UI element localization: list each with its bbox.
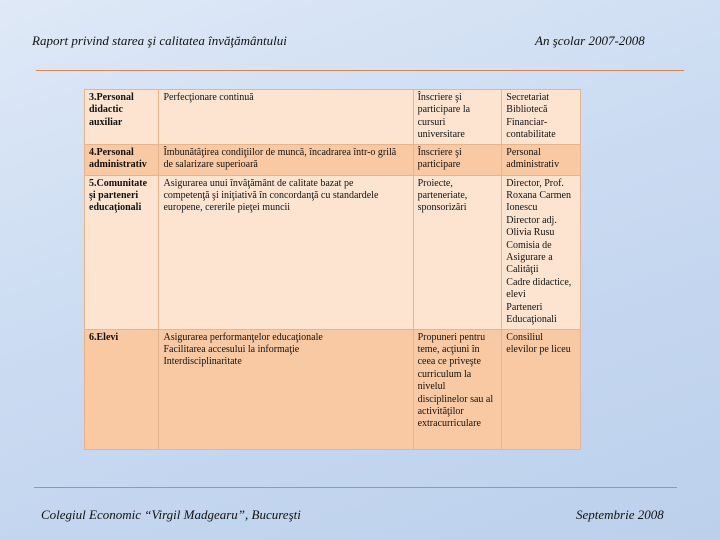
cell-line: Cadre didactice, bbox=[506, 276, 572, 288]
cell-line: Consiliul bbox=[506, 331, 543, 343]
table-cell-c1 bbox=[85, 144, 159, 175]
cell-line: Înscriere şi bbox=[417, 92, 462, 103]
cell-line: 3.Personal bbox=[89, 92, 134, 103]
table-row bbox=[85, 90, 581, 145]
cell-line: europene, cererile pieţei muncii bbox=[163, 202, 291, 214]
cell-line: participare la bbox=[417, 104, 471, 116]
table-cell-c3 bbox=[413, 175, 502, 329]
cell-line: Proiecte, bbox=[417, 177, 453, 189]
cell-line: Roxana Carmen bbox=[506, 190, 571, 202]
cell-line: educaţionali bbox=[89, 202, 142, 214]
cell-line: Îmbunătăţirea condiţiilor de muncă, încadrarea într-o grilă bbox=[163, 146, 397, 158]
cell-line: elevilor pe liceu bbox=[506, 343, 571, 355]
cell-line: curriculum la bbox=[417, 368, 472, 380]
cell-line: Olivia Rusu bbox=[506, 227, 555, 239]
report-date: Septembrie 2008 bbox=[576, 507, 664, 522]
school-name: Colegiul Economic “Virgil Madgearu”, Bucureşti bbox=[41, 507, 301, 522]
cell-line: Educaţionali bbox=[506, 314, 557, 326]
cell-line: ceea ce priveşte bbox=[417, 356, 481, 368]
cell-line: Director adj. bbox=[506, 214, 557, 226]
header-divider bbox=[36, 70, 684, 71]
table-cell-c4 bbox=[502, 329, 581, 449]
table-cell-c4 bbox=[502, 144, 581, 175]
table-row bbox=[85, 144, 581, 175]
cell-line: Perfecţionare continuă bbox=[163, 92, 254, 103]
cell-line: 4.Personal bbox=[89, 146, 134, 158]
cell-line: competenţă şi iniţiativă în concordanţă cu standardele bbox=[163, 190, 379, 202]
cell-line: şi parteneri bbox=[89, 190, 139, 202]
cell-line: sponsorizări bbox=[417, 202, 467, 214]
cell-line: Propuneri pentru bbox=[417, 331, 486, 343]
table-cell-c3 bbox=[413, 90, 502, 145]
cell-line: auxiliar bbox=[89, 116, 123, 128]
table-cell-c4 bbox=[502, 175, 581, 329]
table-cell-c1 bbox=[85, 329, 159, 449]
table-cell-c3 bbox=[413, 329, 502, 449]
cell-line: nivelul bbox=[417, 381, 446, 393]
cell-line: Ionescu bbox=[506, 202, 538, 214]
cell-line: parteneriate, bbox=[417, 190, 468, 202]
cell-line: Asigurarea unui învăţământ de calitate bazat pe bbox=[163, 177, 354, 189]
cell-line: elevi bbox=[506, 289, 526, 301]
cell-line: cursuri bbox=[417, 116, 446, 128]
cell-line: Comisia de bbox=[506, 239, 552, 251]
cell-line: Secretariat bbox=[506, 92, 550, 103]
cell-line: participare bbox=[417, 159, 461, 171]
cell-line: administrativ bbox=[89, 159, 147, 171]
cell-line: disciplinelor sau al bbox=[417, 393, 494, 405]
cell-line: Bibliotecă bbox=[506, 104, 548, 116]
cell-line: contabilitate bbox=[506, 129, 556, 141]
cell-line: Facilitarea accesului la informaţie bbox=[163, 343, 300, 355]
table-row bbox=[85, 175, 581, 329]
footer-divider bbox=[34, 487, 677, 488]
cell-line: de salarizare superioară bbox=[163, 159, 258, 171]
table-cell-c4 bbox=[502, 90, 581, 145]
table-row bbox=[85, 329, 581, 449]
cell-line: Înscriere şi bbox=[417, 146, 462, 158]
cell-line: activităţilor bbox=[417, 405, 464, 417]
cell-line: universitare bbox=[417, 129, 465, 141]
table-cell-c2 bbox=[159, 329, 413, 449]
table-cell-c3 bbox=[413, 144, 502, 175]
table-cell-c2 bbox=[159, 175, 413, 329]
cell-line: Personal bbox=[506, 146, 541, 158]
cell-line: Financiar- bbox=[506, 116, 548, 128]
cell-line: Interdisciplinaritate bbox=[163, 356, 242, 368]
table-cell-c1 bbox=[85, 175, 159, 329]
cell-line: Calităţii bbox=[506, 264, 539, 276]
table-cell-c1 bbox=[85, 90, 159, 145]
table-cell-c2 bbox=[159, 144, 413, 175]
cell-line: Asigurare a bbox=[506, 252, 553, 264]
responsibilities-table bbox=[84, 89, 581, 450]
table-cell-c2 bbox=[159, 90, 413, 145]
cell-line: 6.Elevi bbox=[89, 331, 119, 343]
cell-line: Director, Prof. bbox=[506, 177, 564, 189]
cell-line: Parteneri bbox=[506, 301, 543, 313]
cell-line: extracurriculare bbox=[417, 418, 481, 430]
cell-line: administrativ bbox=[506, 159, 560, 171]
cell-line: didactic bbox=[89, 104, 123, 116]
cell-line: 5.Comunitate bbox=[89, 177, 148, 189]
school-year: An şcolar 2007-2008 bbox=[535, 33, 645, 48]
report-title: Raport privind starea şi calitatea învăţământului bbox=[32, 33, 287, 48]
cell-line: teme, acţiuni în bbox=[417, 343, 480, 355]
cell-line: Asigurarea performanţelor educaţionale bbox=[163, 331, 323, 343]
